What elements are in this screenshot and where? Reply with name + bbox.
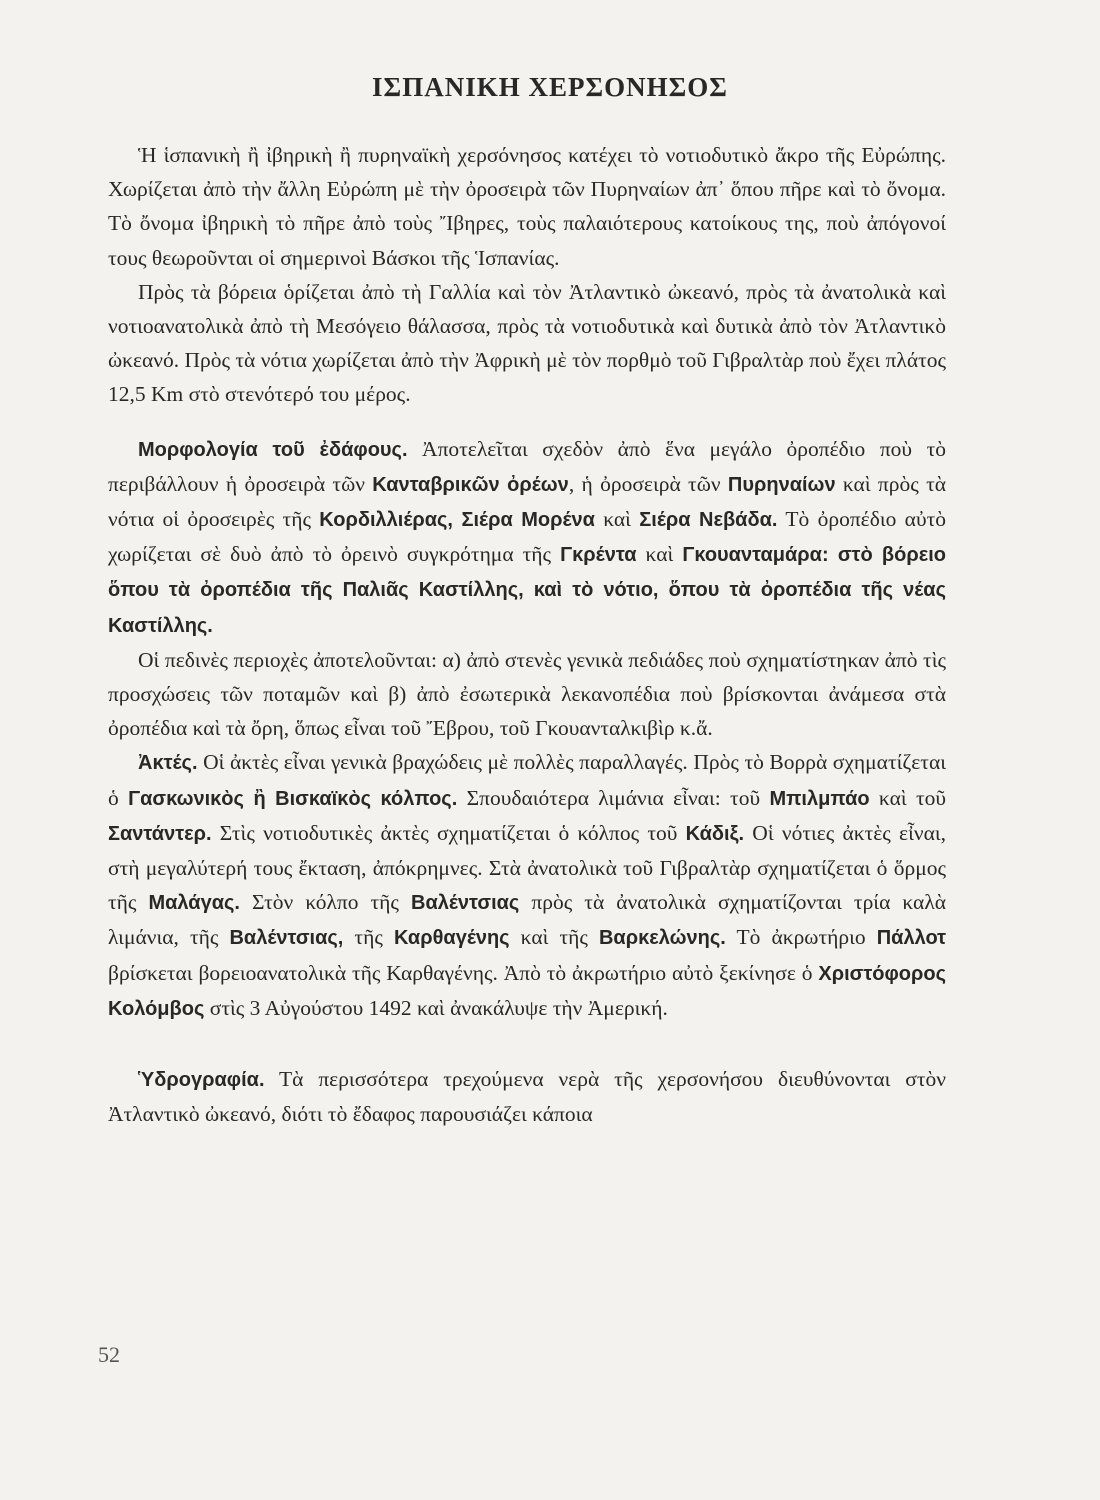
paragraph-intro: Ἡ ἱσπανικὴ ἢ ἰβηρικὴ ἢ πυρηναϊκὴ χερσόνησος κατέχει τὸ νοτιοδυτικὸ ἄκρο τῆς Εὐρώπης. Χωρίζεται ἀπὸ τὴν ἄλλη Εὐρώπη μὲ τὴν ὀροσειρὰ τῶν Πυρηναίων ἀπ᾽ ὅπου πῆρε καὶ τὸ ὄνομα. Τὸ ὄνομα ἰβηρικὴ τὸ πῆρε ἀπὸ τοὺς Ἴβηρες, τοὺς παλαιότερους κατοίκους της, ποὺ ἀπόγονοί τους θεωροῦνται οἱ σημερινοὶ Βάσκοι τῆς Ἱσπανίας. — [108, 143, 946, 270]
page-number: 52 — [98, 1342, 120, 1367]
body-text — [108, 138, 946, 1131]
section-heading-hydrography: Ὑδρογραφία. — [138, 1069, 265, 1092]
section-heading-morphology: Μορφολογία τοῦ ἐδάφους. — [138, 438, 408, 461]
paragraph-coasts: Ἀκτές. Οἱ ἀκτὲς εἶναι γενικὰ βραχώδεις μὲ πολλὲς παραλλαγές. Πρὸς τὸ Βορρὰ σχηματίζεται ὁ Γασκωνικὸς ἢ Βισκαϊκὸς κόλπος. Σπουδαιότερα λιμάνια εἶναι: τοῦ Μπιλμπάο καὶ τοῦ Σαντάντερ. Στὶς νοτιοδυτικὲς ἀκτὲς σχηματίζεται ὁ κόλπος τοῦ Κάδιξ. Οἱ νότιες ἀκτὲς εἶναι, στὴ μεγαλύτερή τους ἔκταση, ἀπόκρημνες. Στὰ ἀνατολικὰ τοῦ Γιβραλτὰρ σχηματίζεται ὁ ὅρμος τῆς Μαλάγας. Στὸν κόλπο τῆς Βαλέντσιας πρὸς τὰ ἀνατολικὰ σχηματίζονται τρία καλὰ λιμάνια, τῆς Βαλέντσιας, τῆς Καρθαγένης καὶ τῆς Βαρκελώνης. Τὸ ἀκρωτήριο Πάλλοτ βρίσκεται βορειοανατολικὰ τῆς Καρθαγένης. Ἀπὸ τὸ ἀκρωτήριο αὐτὸ ξεκίνησε ὁ Χριστόφορος Κολόμβος στὶς 3 Αὐγούστου 1492 καὶ ἀνακάλυψε τὴν Ἀμερική. — [108, 750, 947, 1020]
page-title: ΙΣΠΑΝΙΚΗ ΧΕΡΣΟΝΗΣΟΣ — [372, 72, 728, 102]
section-heading-coasts: Ἀκτές. — [138, 752, 198, 775]
paragraph-borders: Πρὸς τὰ βόρεια ὁρίζεται ἀπὸ τὴ Γαλλία καὶ τὸν Ἀτλαντικὸ ὠκεανό, πρὸς τὰ ἀνατολικὰ καὶ νοτιοανατολικὰ ἀπὸ τὴ Μεσόγειο θάλασσα, πρὸς τὰ νοτιοδυτικὰ καὶ δυτικὰ ἀπὸ τὸν Ἀτλαντικὸ ὠκεανό. Πρὸς τὰ νότια χωρίζεται ἀπὸ τὴν Ἀφρικὴ μὲ τὸν πορθμὸ τοῦ Γιβραλτὰρ ποὺ ἔχει πλάτος 12,5 Km στὸ στενότερό του μέρος. — [108, 279, 946, 407]
paragraph-hydrography: Ὑδρογραφία. Τὰ περισσότερα τρεχούμενα νερὰ τῆς χερσονήσου διευθύνονται στὸν Ἀτλαντικὸ ὠκεανό, διότι τὸ ἔδαφος παρουσιάζει κάποια — [108, 1067, 946, 1127]
paragraph-plains: Οἱ πεδινὲς περιοχὲς ἀποτελοῦνται: α) ἀπὸ στενὲς γενικὰ πεδιάδες ποὺ σχηματίστηκαν ἀπὸ τὶς προσχώσεις τῶν ποταμῶν καὶ β) ἀπὸ ἐσωτερικὰ λεκανοπέδια ποὺ βρίσκονται ἀνάμεσα στὰ ὀροπέδια καὶ τὰ ὄρη, ὅπως εἶναι τοῦ Ἔβρου, τοῦ Γκουανταλκιβὶρ κ.ἄ. — [108, 647, 946, 741]
paragraph-morphology: Μορφολογία τοῦ ἐδάφους. Ἀποτελεῖται σχεδὸν ἀπὸ ἕνα μεγάλο ὀροπέδιο ποὺ τὸ περιβάλλουν ἡ ὀροσειρὰ τῶν Κανταβρικῶν ὀρέων, ἡ ὀροσειρὰ τῶν Πυρηναίων καὶ πρὸς τὰ νότια οἱ ὀροσειρὲς τῆς Κορδιλλιέρας, Σιέρα Μορένα καὶ Σιέρα Νεβάδα. Τὸ ὀροπέδιο αὐτὸ χωρίζεται σὲ δυὸ ἀπὸ τὸ ὀρεινὸ συγκρότημα τῆς Γκρέντα καὶ Γκουανταμάρα: στὸ βόρειο ὅπου τὰ ὀροπέδια τῆς Παλιᾶς Καστίλλης, καὶ τὸ νότιο, ὅπου τὰ ὀροπέδια τῆς νέας Καστίλλης. — [108, 436, 947, 637]
